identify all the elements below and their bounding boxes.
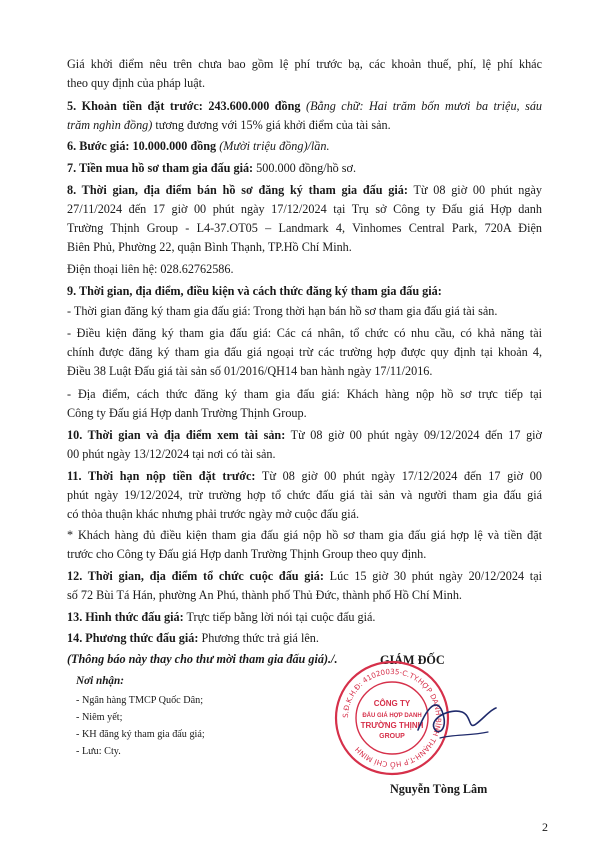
- seal-ring-text: S.Đ.K.H.Đ: 41020035-C.TY.HỢP DANH·BÌNH THẠNH-T.P HỒ CHÍ MINH: [340, 666, 444, 770]
- text-line: chính được đăng ký tham gia đấu giá ngoại trừ các trường hợp được quy định tại khoản 4,: [67, 345, 542, 359]
- section-9-heading: 9. Thời gian, địa điểm, điều kiện và cách thức đăng ký tham gia đấu giá:: [67, 284, 442, 298]
- section-5-words: (Bằng chữ: Hai trăm bốn mươi ba triệu, sáu: [306, 99, 543, 113]
- seal-line: GROUP: [379, 733, 405, 740]
- text-line: số 72 Bùi Tá Hán, phường An Phú, thành phố Thủ Đức, thành phố Hồ Chí Minh.: [67, 588, 462, 602]
- text-line: Biên Phủ, Phường 22, quận Bình Thạnh, TP.Hồ Chí Minh.: [67, 240, 352, 254]
- text-line: - Điều kiện đăng ký tham gia đấu giá: Các cá nhân, tổ chức có nhu cầu, có khả năng tài: [67, 326, 542, 340]
- recipients-title: Nơi nhận:: [76, 675, 124, 687]
- signer-name: Nguyễn Tòng Lâm: [390, 782, 488, 796]
- recipient-item: - KH đăng ký tham gia đấu giá;: [76, 729, 205, 740]
- seal-line: TRƯỜNG THỊNH: [360, 721, 424, 730]
- text-line: Điều 38 Luật Đấu giá tài sản số 01/2016/QH14 ban hành ngày 17/11/2016.: [67, 364, 433, 378]
- section-7: 7. Tiền mua hồ sơ tham gia đấu giá: 500.000 đồng/hồ sơ.: [67, 161, 357, 175]
- text-line: có thỏa thuận khác nhưng phải trước ngày mở cuộc đấu giá.: [67, 507, 360, 521]
- section-8: 8. Thời gian, địa điểm bán hồ sơ đăng ký tham gia đấu giá: Từ 08 giờ 00 phút ngày: [67, 183, 542, 197]
- text-line: - Thời gian đăng ký tham gia đấu giá: Trong thời hạn bán hồ sơ tham gia đấu giá tài sản.: [67, 304, 498, 318]
- text-line: - Địa điểm, cách thức đăng ký tham gia đấu giá: Khách hàng nộp hồ sơ trực tiếp tại: [67, 387, 542, 401]
- section-14: 14. Phương thức đấu giá: Phương thức trả giá lên.: [67, 631, 319, 645]
- text-line: phút ngày 19/12/2024, trừ trường hợp tổ chức đấu giá tài sản và người tham gia đấu giá: [67, 488, 542, 502]
- note-line: trước cho Công ty Đấu giá Hợp danh Trường Thịnh Group theo quy định.: [67, 547, 427, 561]
- section-10: 10. Thời gian và địa điểm xem tài sản: Từ 08 giờ 00 phút ngày 09/12/2024 đến 17 giờ: [67, 428, 543, 442]
- text-line: 00 phút ngày 13/12/2024 tại nơi có tài sản.: [67, 447, 276, 461]
- section-5-cont: trăm nghìn đồng) tương đương với 15% giá khởi điểm của tài sản.: [67, 118, 391, 132]
- text-line: Công ty Đấu giá Hợp danh Trường Thịnh Group.: [67, 406, 307, 420]
- recipient-item: - Lưu: Cty.: [76, 746, 121, 757]
- section-13: 13. Hình thức đấu giá: Trực tiếp bằng lời nói tại cuộc đấu giá.: [67, 610, 376, 624]
- section-6: 6. Bước giá: 10.000.000 đồng (Mười triệu đồng)/lần.: [67, 139, 330, 153]
- text-line: theo quy định của pháp luật.: [67, 76, 206, 90]
- section-5-label: 5. Khoản tiền đặt trước: 243.600.000 đồng: [67, 99, 301, 113]
- section-11: 11. Thời hạn nộp tiền đặt trước: Từ 08 giờ 00 phút ngày 17/12/2024 đến 17 giờ 00: [67, 469, 542, 483]
- handwritten-signature: [410, 690, 500, 750]
- recipient-item: - Ngân hàng TMCP Quốc Dân;: [76, 695, 204, 706]
- note-line: * Khách hàng đủ điều kiện tham gia đấu giá nộp hồ sơ tham gia đấu giá hợp lệ và tiền đặt: [67, 528, 542, 542]
- text-line: Trường Thịnh Group - L4-37.OT05 – Landmark 4, Vinhomes Central Park, 720A Điện: [67, 221, 542, 235]
- phone-line: Điện thoại liên hệ: 028.62762586.: [67, 262, 234, 276]
- text-line: Giá khởi điểm nêu trên chưa bao gồm lệ phí trước bạ, các khoản thuế, phí, lệ phí khác: [67, 57, 542, 71]
- recipient-item: - Niêm yết;: [76, 712, 123, 723]
- text-line: 27/11/2024 đến 17 giờ 00 phút ngày 17/12/2024 tại Trụ sở Công ty Đấu giá Hợp danh: [67, 202, 542, 216]
- signature-title: GIÁM ĐỐC: [380, 653, 445, 667]
- seal-line: ĐẤU GIÁ HỢP DANH: [362, 713, 422, 719]
- seal-line: CÔNG TY: [373, 699, 411, 708]
- section-5: [67, 98, 542, 114]
- section-12: 12. Thời gian, địa điểm tổ chức cuộc đấu giá: Lúc 15 giờ 30 phút ngày 20/12/2024 tại: [67, 569, 542, 583]
- closing-note: (Thông báo này thay cho thư mời tham gia đấu giá)./.: [67, 652, 338, 666]
- page-number: 2: [542, 820, 548, 834]
